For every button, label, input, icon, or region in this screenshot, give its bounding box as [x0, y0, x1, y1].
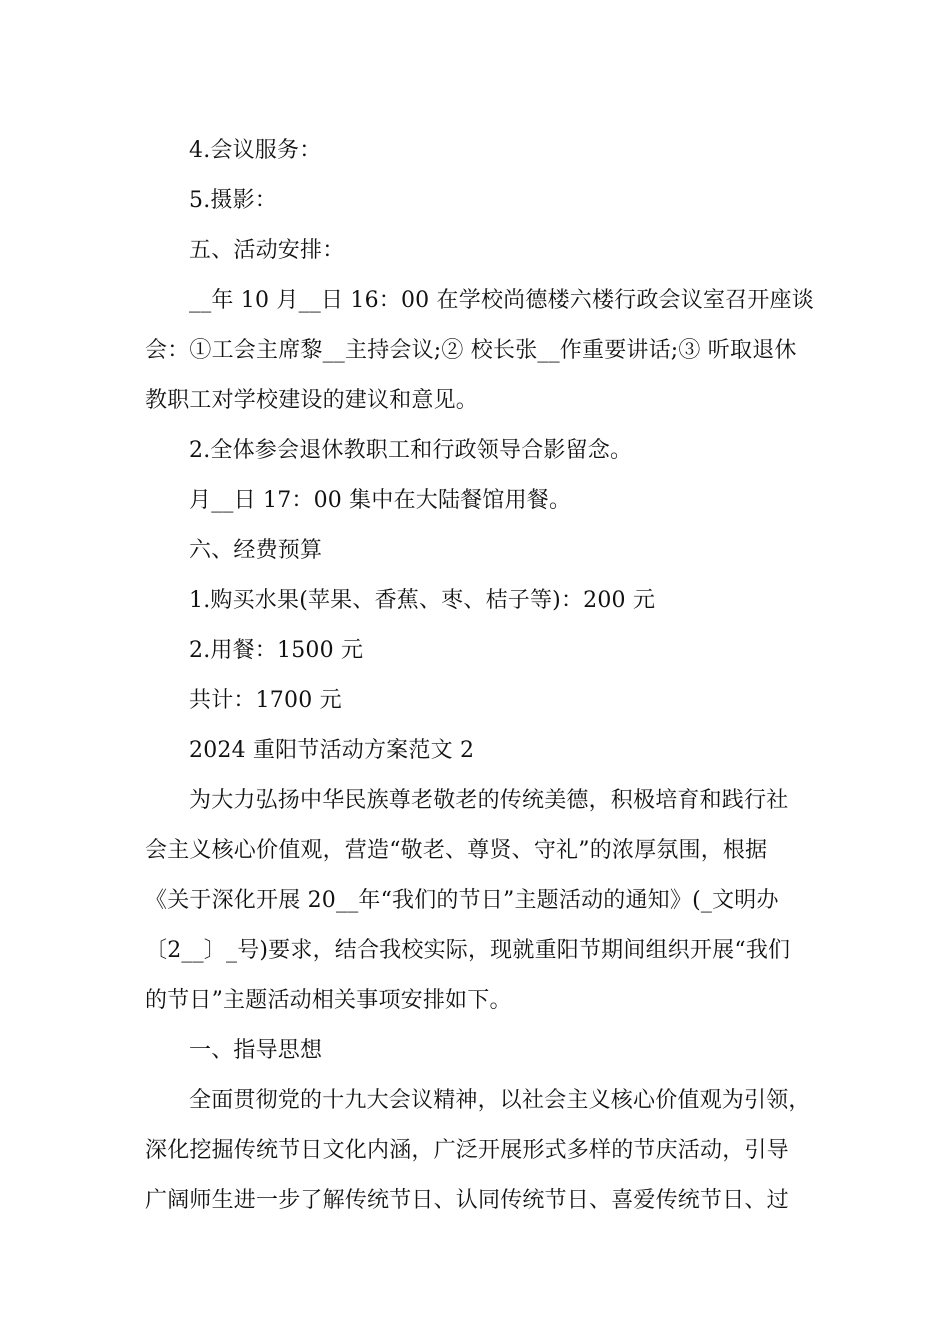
paragraph-line: 《关于深化开展 20__年“我们的节日”主题活动的通知》(_文明办 — [145, 888, 779, 913]
paragraph-line: 会：①工会主席黎__主持会议;② 校长张__作重要讲话;③ 听取退休 — [145, 338, 797, 363]
item-total-budget: 共计：1700 元 — [189, 688, 342, 713]
item-dinner: 月__日 17：00 集中在大陆餐馆用餐。 — [189, 488, 572, 513]
item-meeting-service: 4.会议服务： — [189, 138, 322, 163]
item-meal-budget: 2.用餐：1500 元 — [189, 638, 364, 663]
paragraph-line: 教职工对学校建设的建议和意见。 — [145, 388, 479, 413]
paragraph-line: 的节日”主题活动相关事项安排如下。 — [145, 988, 512, 1013]
section-heading-budget: 六、经费预算 — [189, 538, 323, 563]
document-title-2: 2024 重阳节活动方案范文 2 — [189, 738, 475, 763]
section-heading-guiding-ideology: 一、指导思想 — [189, 1038, 323, 1063]
paragraph-line: 为大力弘扬中华民族尊老敬老的传统美德，积极培育和践行社 — [189, 788, 789, 813]
paragraph-line: 全面贯彻党的十九大会议精神，以社会主义核心价值观为引领， — [189, 1088, 811, 1113]
paragraph-line: 深化挖掘传统节日文化内涵，广泛开展形式多样的节庆活动，引导 — [145, 1138, 789, 1163]
paragraph-line: 会主义核心价值观，营造“敬老、尊贤、守礼”的浓厚氛围，根据 — [145, 838, 768, 863]
item-fruit-budget: 1.购买水果(苹果、香蕉、枣、桔子等)：200 元 — [189, 588, 656, 613]
section-heading-activity-schedule: 五、活动安排： — [189, 238, 345, 263]
item-group-photo: 2.全体参会退休教职工和行政领导合影留念。 — [189, 438, 633, 463]
paragraph-line: 广阔师生进一步了解传统节日、认同传统节日、喜爱传统节日、过 — [145, 1188, 789, 1213]
item-photography: 5.摄影： — [189, 188, 277, 213]
paragraph-line: __年 10 月__日 16：00 在学校尚德楼六楼行政会议室召开座谈 — [189, 288, 814, 313]
paragraph-line: 〔2__〕_号)要求，结合我校实际，现就重阳节期间组织开展“我们 — [145, 938, 791, 963]
